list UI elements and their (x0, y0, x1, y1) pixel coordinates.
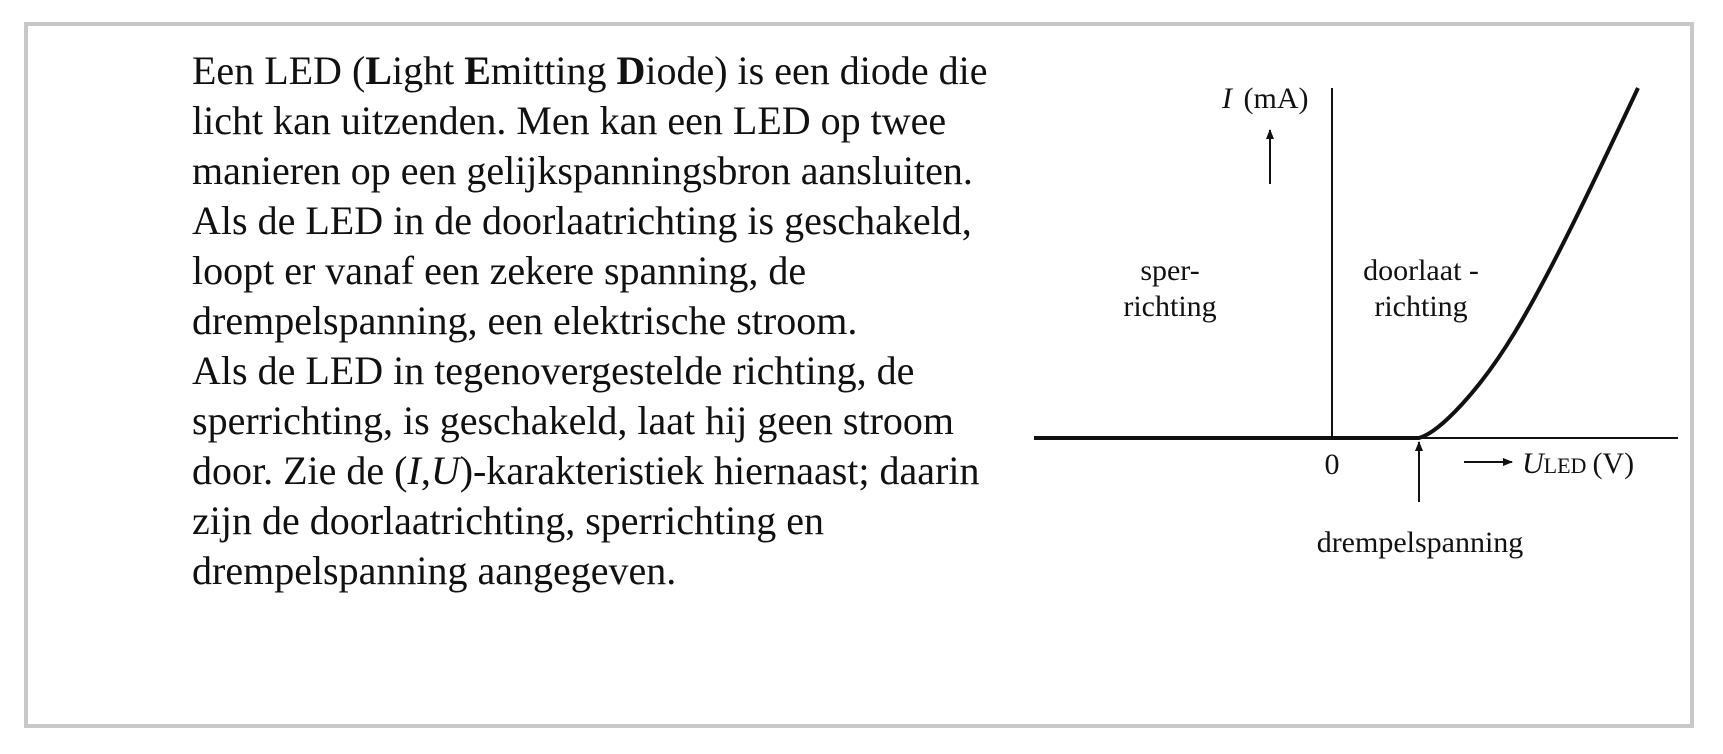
iu-characteristic-graph (1010, 70, 1710, 590)
text-segment: iode) is een diode die licht kan uitzenden. Men kan een LED op twee manieren op een gelijkspanningsbron aansluiten. (192, 48, 988, 193)
italic-symbol-i: I (407, 448, 421, 493)
bold-letter-l: L (365, 48, 392, 93)
bold-letter-e: E (464, 48, 491, 93)
forward-region-label-line1: doorlaat - (1363, 254, 1479, 287)
text-segment: Als de LED in tegenovergestelde richting, de sperrichting, is geschakeld, laat hij geen stroom door. Zie de ( (192, 348, 955, 493)
y-axis-label: I (mA) (1222, 82, 1309, 115)
characteristic-curve (1034, 88, 1638, 438)
paragraph-intro (192, 46, 1032, 196)
text-segment: ight (391, 48, 465, 93)
paragraph-reverse (192, 346, 1032, 596)
bold-letter-d: D (616, 48, 646, 93)
reverse-region-label-line1: sper- (1140, 254, 1200, 287)
italic-symbol-u: U (430, 448, 460, 493)
text-segment: )-karakteristiek hiernaast; daarin zijn de doorlaatrichting, sperrichting en drempelspanning aangegeven. (192, 448, 980, 593)
description-text (192, 46, 1032, 596)
threshold-label: drempelspanning (1316, 526, 1524, 559)
text-segment: mitting (490, 48, 617, 93)
x-axis-label: ULED (V) (1522, 447, 1635, 480)
origin-label: 0 (1324, 448, 1340, 481)
text-segment: , (420, 448, 431, 493)
reverse-region-label-line2: richting (1123, 290, 1217, 323)
paragraph-forward: Als de LED in de doorlaatrichting is geschakeld, loopt er vanaf een zekere spanning, de drempelspanning, een elektrische stroom. (192, 198, 972, 343)
forward-region-label-line2: richting (1374, 290, 1468, 323)
text-segment: Een LED ( (192, 48, 366, 93)
